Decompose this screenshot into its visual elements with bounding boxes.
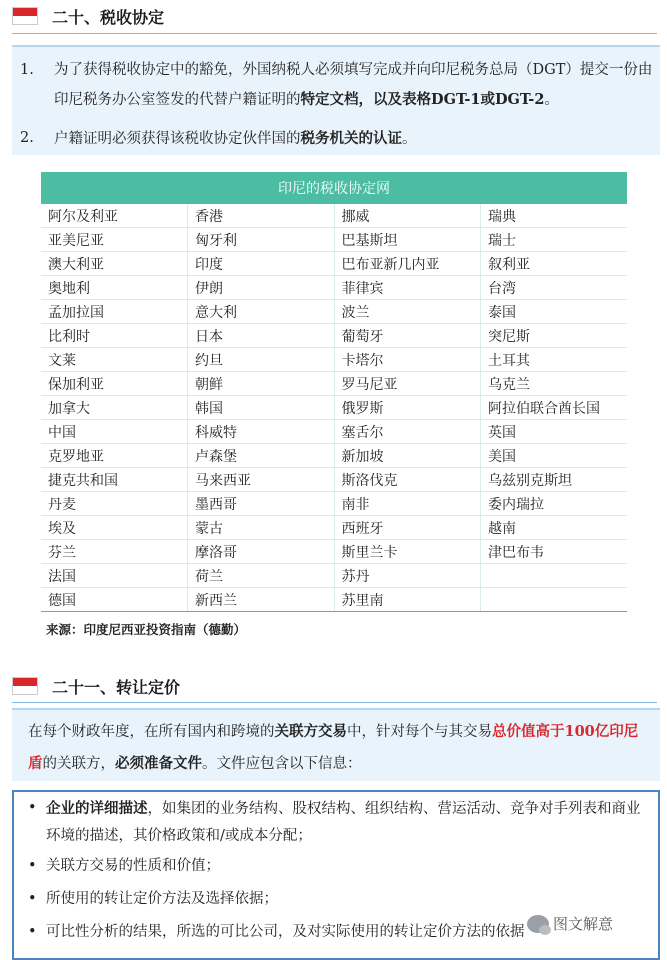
treaty-table-body (41, 204, 627, 612)
table-row (41, 300, 627, 324)
table-cell: 香港 (188, 204, 335, 228)
table-cell: 罗马尼亚 (334, 372, 481, 396)
table-cell: 土耳其 (481, 348, 628, 372)
table-cell: 苏丹 (334, 564, 481, 588)
table-cell: 俄罗斯 (334, 396, 481, 420)
table-cell: 乌兹别克斯坦 (481, 468, 628, 492)
table-cell: 文莱 (41, 348, 188, 372)
section21-heading (12, 672, 180, 700)
table-cell: 苏里南 (334, 588, 481, 612)
table-cell: 瑞士 (481, 228, 628, 252)
table-cell: 捷克共和国 (41, 468, 188, 492)
table-cell: 荷兰 (188, 564, 335, 588)
table-cell: 丹麦 (41, 492, 188, 516)
table-cell: 墨西哥 (188, 492, 335, 516)
table-row (41, 324, 627, 348)
table-row (41, 588, 627, 612)
table-cell: 泰国 (481, 300, 628, 324)
bullet-item-3: • 所使用的转让定价方法及选择依据； (28, 891, 278, 907)
table-cell: 巴布亚新几内亚 (334, 252, 481, 276)
table-row (41, 540, 627, 564)
table-cell: 比利时 (41, 324, 188, 348)
bullet-item-4: • 可比性分析的结果，所选的可比公司，及对实际使用的转让定价方法的依据 (28, 924, 525, 940)
table-cell: 乌克兰 (481, 372, 628, 396)
table-cell: 匈牙利 (188, 228, 335, 252)
table-cell: 美国 (481, 444, 628, 468)
table-source: 来源：印度尼西亚投资指南（德勤） (46, 622, 247, 637)
table-row (41, 204, 627, 228)
table-cell: 阿拉伯联合酋长国 (481, 396, 628, 420)
table-cell: 英国 (481, 420, 628, 444)
table-cell: 葡萄牙 (334, 324, 481, 348)
table-cell: 朝鲜 (188, 372, 335, 396)
table-cell (481, 588, 628, 612)
table-cell: 孟加拉国 (41, 300, 188, 324)
table-row (41, 516, 627, 540)
indonesia-flag-icon (12, 7, 38, 25)
table-cell: 摩洛哥 (188, 540, 335, 564)
table-cell: 中国 (41, 420, 188, 444)
table-cell: 印度 (188, 252, 335, 276)
table-row (41, 444, 627, 468)
table-cell: 蒙古 (188, 516, 335, 540)
table-cell: 突尼斯 (481, 324, 628, 348)
table-cell: 委内瑞拉 (481, 492, 628, 516)
table-cell: 马来西亚 (188, 468, 335, 492)
table-cell: 意大利 (188, 300, 335, 324)
table-cell: 台湾 (481, 276, 628, 300)
treaty-table (41, 172, 627, 612)
table-cell: 卢森堡 (188, 444, 335, 468)
table-row (41, 228, 627, 252)
section20-heading (12, 2, 164, 30)
table-cell: 西班牙 (334, 516, 481, 540)
table-cell: 约旦 (188, 348, 335, 372)
table-row (41, 492, 627, 516)
wechat-icon (527, 915, 549, 933)
table-cell: 新西兰 (188, 588, 335, 612)
section20-item-2: 2. 户籍证明必须获得该税收协定伙伴国的税务机关的认证。 (20, 130, 417, 147)
table-cell: 韩国 (188, 396, 335, 420)
section21-intro: 在每个财政年度，在所有国内和跨境的关联方交易中，针对每个与其交易总价值高于100亿印尼盾的关联方，必须准备文件。文件应包含以下信息： (28, 723, 639, 772)
table-row (41, 348, 627, 372)
table-cell: 法国 (41, 564, 188, 588)
table-row (41, 252, 627, 276)
table-cell: 瑞典 (481, 204, 628, 228)
table-cell: 克罗地亚 (41, 444, 188, 468)
table-cell: 叙利亚 (481, 252, 628, 276)
section20-item-1: 1. 为了获得税收协定中的豁免，外国纳税人必须填写完成并向印尼税务总局（DGT）提交一份由印尼税务办公室签发的代替户籍证明的特定文档，以及表格DGT-1或DGT-2。 (20, 62, 653, 108)
table-cell: 越南 (481, 516, 628, 540)
table-cell: 芬兰 (41, 540, 188, 564)
section21-divider (12, 702, 657, 703)
table-cell: 斯里兰卡 (334, 540, 481, 564)
watermark: 图文解意 (527, 913, 613, 934)
table-cell: 日本 (188, 324, 335, 348)
table-cell (481, 564, 628, 588)
section20-title: 二十、税收协定 (52, 7, 165, 27)
table-cell: 巴基斯坦 (334, 228, 481, 252)
table-cell: 澳大利亚 (41, 252, 188, 276)
section20-divider (12, 33, 657, 34)
table-cell: 挪威 (334, 204, 481, 228)
table-cell: 南非 (334, 492, 481, 516)
table-cell: 新加坡 (334, 444, 481, 468)
table-cell: 斯洛伐克 (334, 468, 481, 492)
bullet-item-1: • 企业的详细描述，如集团的业务结构、股权结构、组织结构、营运活动、竞争对手列表和商业环境的描述，其价格政策和/或成本分配； (28, 800, 641, 844)
table-row (41, 420, 627, 444)
table-cell: 保加利亚 (41, 372, 188, 396)
table-cell: 伊朗 (188, 276, 335, 300)
table-cell: 埃及 (41, 516, 188, 540)
table-row (41, 276, 627, 300)
table-cell: 科威特 (188, 420, 335, 444)
table-cell: 奥地利 (41, 276, 188, 300)
treaty-table-header: 印尼的税收协定网 (41, 172, 627, 204)
table-cell: 德国 (41, 588, 188, 612)
table-row (41, 396, 627, 420)
table-cell: 加拿大 (41, 396, 188, 420)
bullet-item-2: • 关联方交易的性质和价值； (28, 858, 220, 874)
indonesia-flag-icon (12, 677, 38, 695)
table-row (41, 468, 627, 492)
table-cell: 卡塔尔 (334, 348, 481, 372)
table-cell: 波兰 (334, 300, 481, 324)
table-row (41, 564, 627, 588)
table-cell: 亚美尼亚 (41, 228, 188, 252)
table-cell: 塞舌尔 (334, 420, 481, 444)
table-cell: 津巴布韦 (481, 540, 628, 564)
section21-title: 二十一、转让定价 (52, 677, 181, 697)
table-row (41, 372, 627, 396)
table-cell: 阿尔及利亚 (41, 204, 188, 228)
table-cell: 菲律宾 (334, 276, 481, 300)
